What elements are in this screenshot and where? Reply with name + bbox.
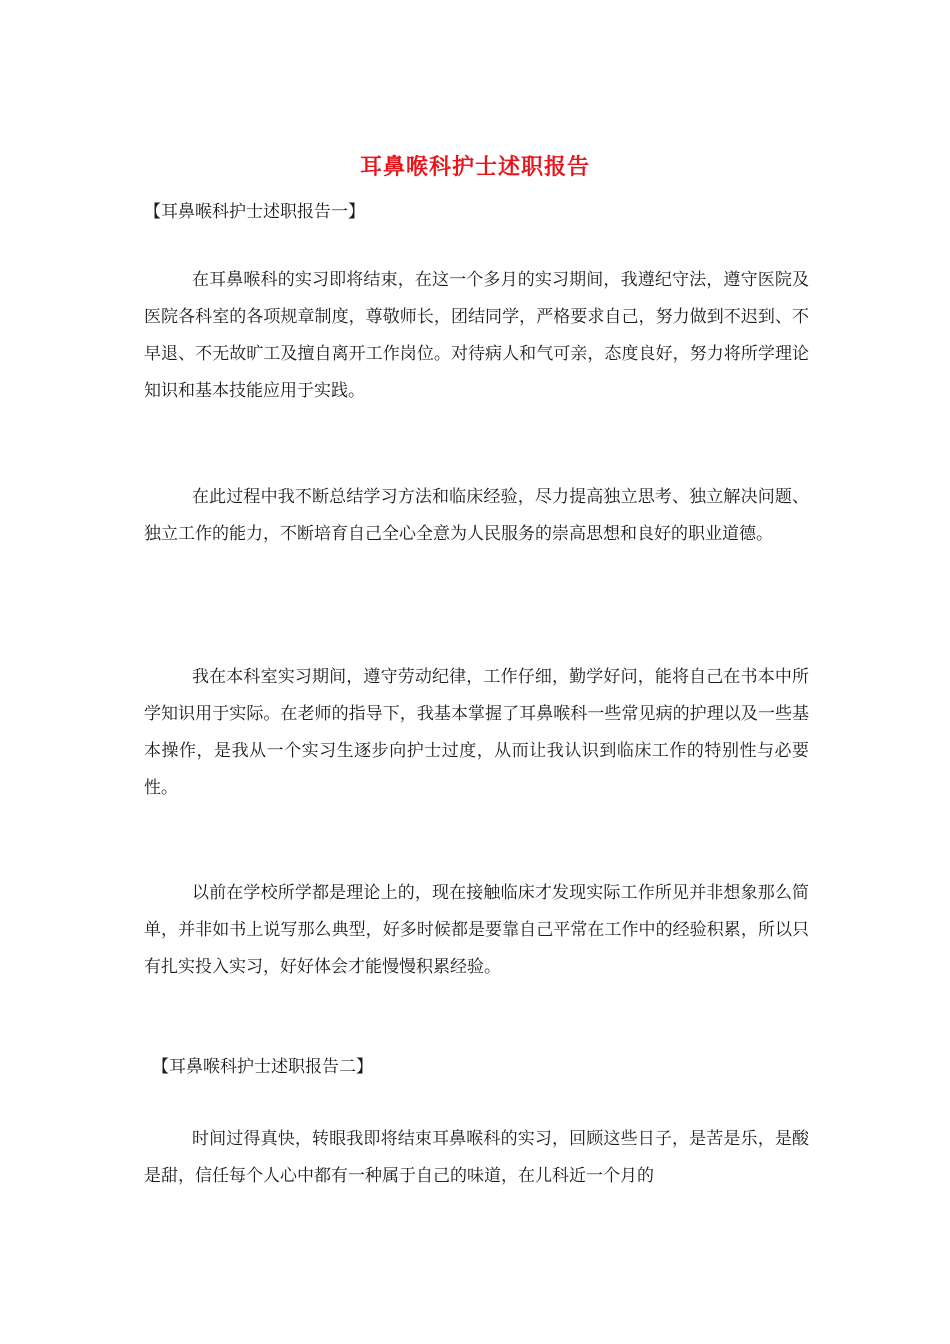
section-heading-2: 【耳鼻喉科护士述职报告二】 <box>152 1057 373 1077</box>
document-title: 耳鼻喉科护士述职报告 <box>359 154 590 180</box>
paragraph: 在此过程中我不断总结学习方法和临床经验，尽力提高独立思考、独立解决问题、独立工作的能力，不断培育自己全心全意为人民服务的崇高思想和良好的职业道德。 <box>144 487 809 544</box>
section-heading-1: 【耳鼻喉科护士述职报告一】 <box>144 202 365 222</box>
paragraph: 在耳鼻喉科的实习即将结束，在这一个多月的实习期间，我遵纪守法，遵守医院及医院各科室的各项规章制度，尊敬师长，团结同学，严格要求自己，努力做到不迟到、不早退、不无故旷工及擅自离开工作岗位。对待病人和气可亲，态度良好，努力将所学理论知识和基本技能应用于实践。 <box>144 270 809 401</box>
paragraph: 我在本科室实习期间，遵守劳动纪律，工作仔细，勤学好问，能将自己在书本中所学知识用于实际。在老师的指导下，我基本掌握了耳鼻喉科一些常见病的护理以及一些基本操作，是我从一个实习生逐步向护士过度，从而让我认识到临床工作的特别性与必要性。 <box>144 667 809 798</box>
paragraph: 以前在学校所学都是理论上的，现在接触临床才发现实际工作所见并非想象那么简单，并非如书上说写那么典型，好多时候都是要靠自己平常在工作中的经验积累，所以只有扎实投入实习，好好体会才能慢慢积累经验。 <box>144 883 809 977</box>
paragraph: 时间过得真快，转眼我即将结束耳鼻喉科的实习，回顾这些日子，是苦是乐，是酸是甜，信任每个人心中都有一种属于自己的味道，在儿科近一个月的 <box>144 1129 809 1186</box>
